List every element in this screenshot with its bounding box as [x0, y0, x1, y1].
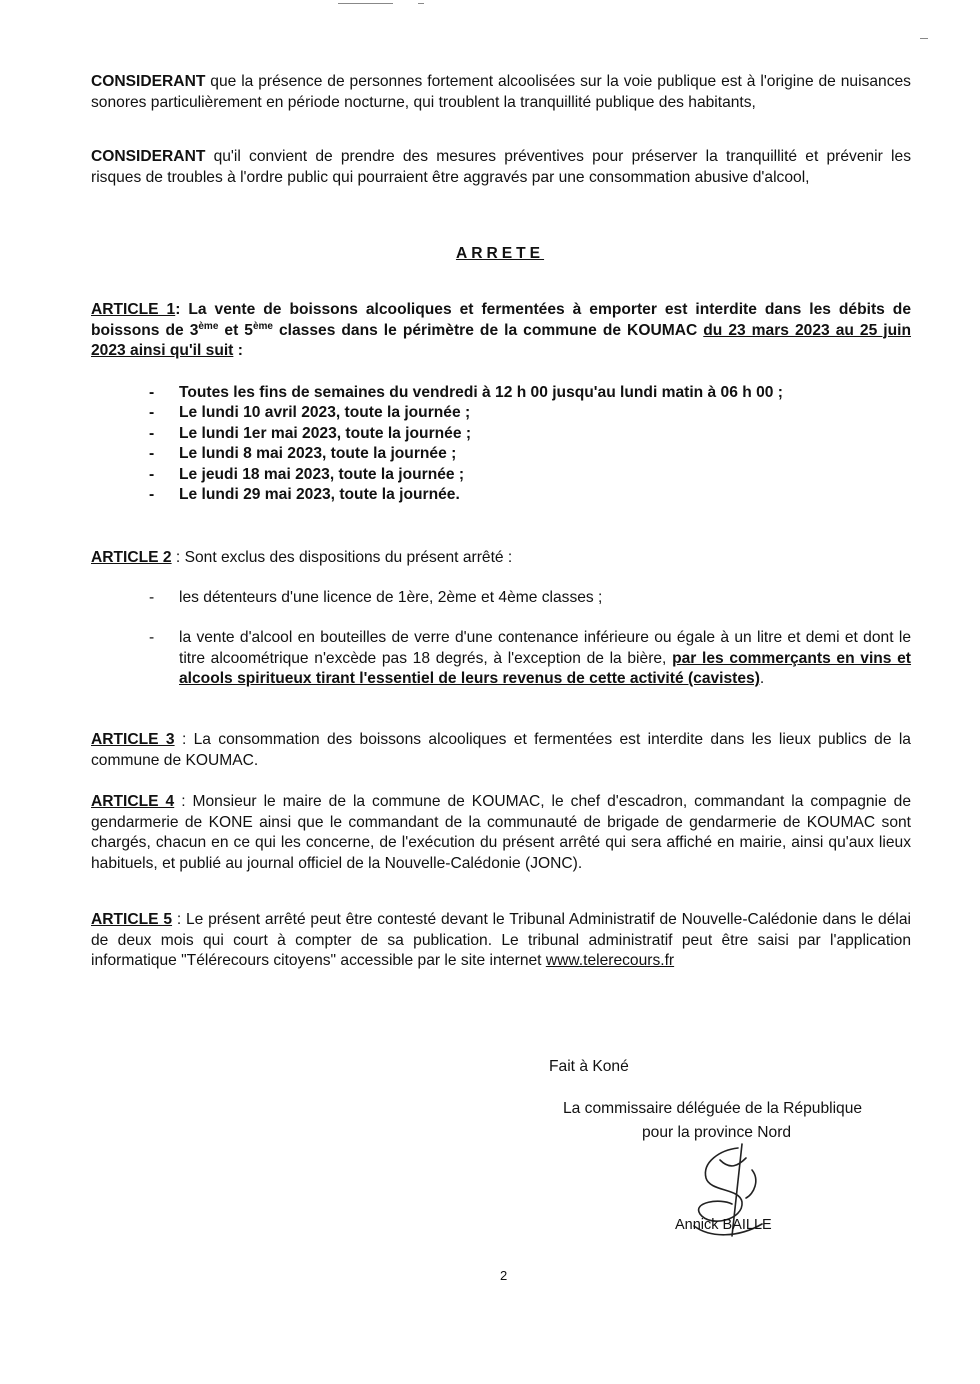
- article-1-tail: :: [233, 342, 243, 359]
- article-1-text-a: : La vente de boissons alcooliques et fermentées à emporter est interdite dans les débits de boissons de 3: [91, 301, 911, 339]
- article-2-list: [91, 588, 911, 690]
- article-1-text-c: classes dans le périmètre de la commune de KOUMAC: [272, 321, 704, 339]
- list-item: - Le lundi 10 avril 2023, toute la journée ;: [91, 403, 911, 424]
- considerant-2: [91, 147, 911, 188]
- considerant-text: que la présence de personnes fortement alcoolisées sur la voie publique est à l'origine de nuisances sonores particulièrement en période nocturne, qui troublent la tranquillité publique des habitants,: [91, 73, 911, 111]
- list-item: - Toutes les fins de semaines du vendredi à 12 h 00 jusqu'au lundi matin à 06 h 00 ;: [91, 383, 911, 404]
- article-1-sup-a: ème: [198, 320, 219, 332]
- article-4-label: ARTICLE 4: [91, 793, 175, 810]
- article-2-paragraph: [91, 548, 911, 569]
- considerant-1: [91, 72, 911, 113]
- list-item: - Le lundi 8 mai 2023, toute la journée ;: [91, 444, 911, 465]
- arrete-heading: ARRETE: [455, 245, 545, 262]
- article-2-item2-text: la vente d'alcool en bouteilles de verre d'une contenance inférieure ou égale à un litre et demi et dont le titre alcoométrique n'excède pas 18 degrés, à l'exception de la bière,: [179, 629, 911, 667]
- list-item: - Le jeudi 18 mai 2023, toute la journée ;: [91, 465, 911, 486]
- list-item: - Le lundi 29 mai 2023, toute la journée.: [91, 485, 911, 506]
- article-1-paragraph: [91, 300, 911, 362]
- article-2-text: : Sont exclus des dispositions du présent arrêté :: [175, 549, 513, 566]
- article-1: [91, 300, 911, 506]
- list-item-2: [91, 628, 911, 690]
- considerant-keyword: CONSIDERANT: [91, 148, 206, 165]
- signature-title-line-2: pour la province Nord: [642, 1124, 792, 1141]
- article-1-text-b: et 5: [218, 321, 253, 339]
- signature-name: Annick BAILLE: [675, 1217, 772, 1233]
- article-4: [91, 792, 911, 874]
- article-5: [91, 910, 911, 972]
- considerant-text: qu'il convient de prendre des mesures préventives pour préserver la tranquillité et prévenir les risques de troubles à l'ordre public qui pourraient être aggravés par une consommation abusive d'alcool,: [91, 148, 911, 186]
- list-item: - Le lundi 1er mai 2023, toute la journée ;: [91, 424, 911, 445]
- article-2-item2-underlined: par les commerçants en vins et alcools spiritueux tirant l'essentiel de leurs revenus de cette activité (cavistes): [179, 649, 912, 687]
- signature-title-line-1: La commissaire déléguée de la République: [563, 1100, 863, 1117]
- article-1-label: ARTICLE 1: [91, 301, 176, 318]
- article-3: [91, 730, 911, 771]
- telerecours-link[interactable]: www.telerecours.fr: [545, 952, 675, 969]
- article-1-sup-b: ème: [252, 320, 273, 332]
- page-number: 2: [500, 1268, 508, 1283]
- scan-mark-top: [338, 3, 393, 4]
- article-2: [91, 548, 911, 690]
- article-5-label: ARTICLE 5: [91, 911, 173, 928]
- scan-mark-top-right: [920, 38, 928, 39]
- article-5-text: : Le présent arrêté peut être contesté devant le Tribunal Administratif de Nouvelle-Calédonie dans le délai de deux mois qui court à compter de sa publication. Le tribunal administratif peut être saisi par l'application informatique "Télérecours citoyens" accessible par le site internet: [91, 911, 912, 969]
- article-2-label: ARTICLE 2: [91, 549, 172, 566]
- article-3-text: : La consommation des boissons alcooliques et fermentées est interdite dans les lieux publics de la commune de KOUMAC.: [91, 731, 911, 769]
- article-1-list: [91, 383, 911, 506]
- scan-mark-top-2: [418, 3, 424, 4]
- article-1-period: du 23 mars 2023 au 25 juin 2023 ainsi qu'il suit: [91, 321, 911, 359]
- article-2-item2-end: .: [759, 670, 765, 687]
- signature-place: Fait à Koné: [549, 1058, 629, 1075]
- article-3-label: ARTICLE 3: [91, 731, 175, 748]
- list-item: - les détenteurs d'une licence de 1ère, 2ème et 4ème classes ;: [91, 588, 911, 609]
- article-4-text: : Monsieur le maire de la commune de KOUMAC, le chef d'escadron, commandant la compagnie de gendarmerie de KONE ainsi que le commandant de la communauté de brigade de gendarmerie de KOUMAC sont chargés, chacun en ce qui les concerne, de l'exécution du présent arrêté qui sera affiché en mairie, ainsi qu'aux lieux habituels, et publié au journal officiel de la Nouvelle-Calédonie (JONC).: [91, 793, 911, 872]
- considerant-keyword: CONSIDERANT: [91, 73, 206, 90]
